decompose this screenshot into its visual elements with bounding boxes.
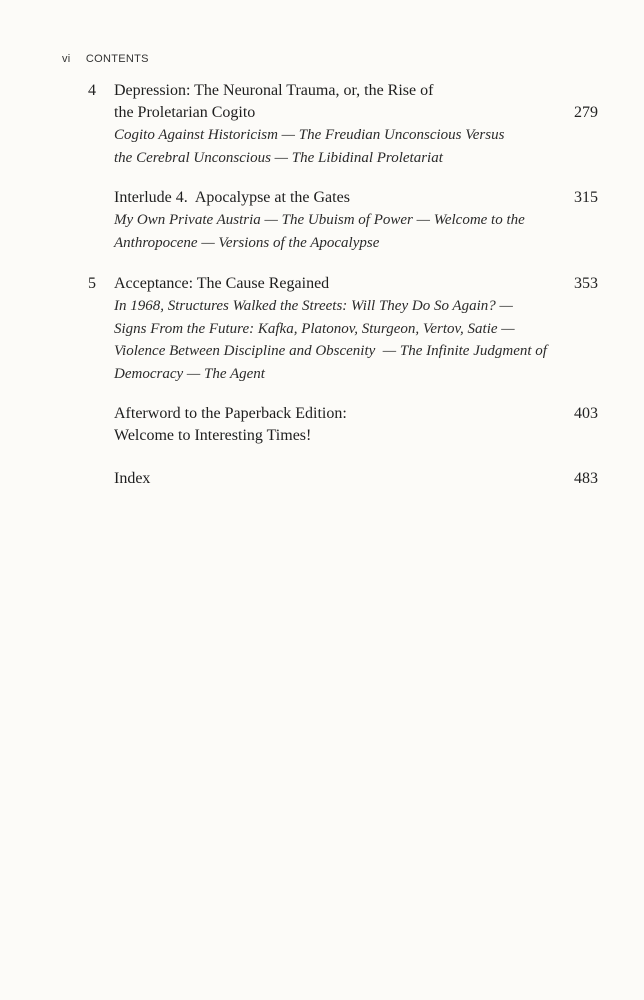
chapter-title-line: Interlude 4. Apocalypse at the Gates [114, 189, 350, 206]
chapter-subtitle-line: Cogito Against Historicism — The Freudian Unconscious Versus [114, 127, 505, 143]
chapter-title-line: Afterword to the Paperback Edition: [114, 405, 347, 422]
chapter-subtitle-line: My Own Private Austria — The Ubuism of Power — Welcome to the [114, 212, 525, 228]
page-number: 279 [574, 104, 598, 121]
chapter-number: 4 [88, 82, 96, 99]
chapter-title-line: Depression: The Neuronal Trauma, or, the Rise of [114, 82, 434, 99]
chapter-subtitle-line: the Cerebral Unconscious — The Libidinal Proletariat [114, 149, 443, 166]
chapter-title-line: Index [114, 470, 151, 487]
running-head-page-number: vi [62, 53, 71, 65]
chapter-number: 5 [88, 275, 96, 292]
page-number: 315 [574, 189, 598, 206]
page-number: 353 [574, 275, 598, 292]
chapter-subtitle-line: Democracy — The Agent [114, 365, 265, 382]
running-head [62, 53, 149, 65]
page-number: 403 [574, 405, 598, 422]
chapter-title-line: Acceptance: The Cause Regained [114, 275, 330, 292]
chapter-subtitle-line: Violence Between Discipline and Obscenity — The Infinite Judgment of [114, 343, 547, 359]
chapter-title-line: Welcome to Interesting Times! [114, 427, 312, 444]
running-head-label: CONTENTS [85, 53, 149, 65]
chapter-subtitle-line: Anthropocene — Versions of the Apocalypse [114, 234, 380, 251]
chapter-subtitle-line: Signs From the Future: Kafka, Platonov, Sturgeon, Vertov, Satie — [114, 320, 515, 337]
chapter-subtitle-line: In 1968, Structures Walked the Streets: Will They Do So Again? — [114, 298, 513, 314]
chapter-title-line: the Proletarian Cogito [114, 104, 256, 121]
page-number: 483 [574, 470, 598, 487]
